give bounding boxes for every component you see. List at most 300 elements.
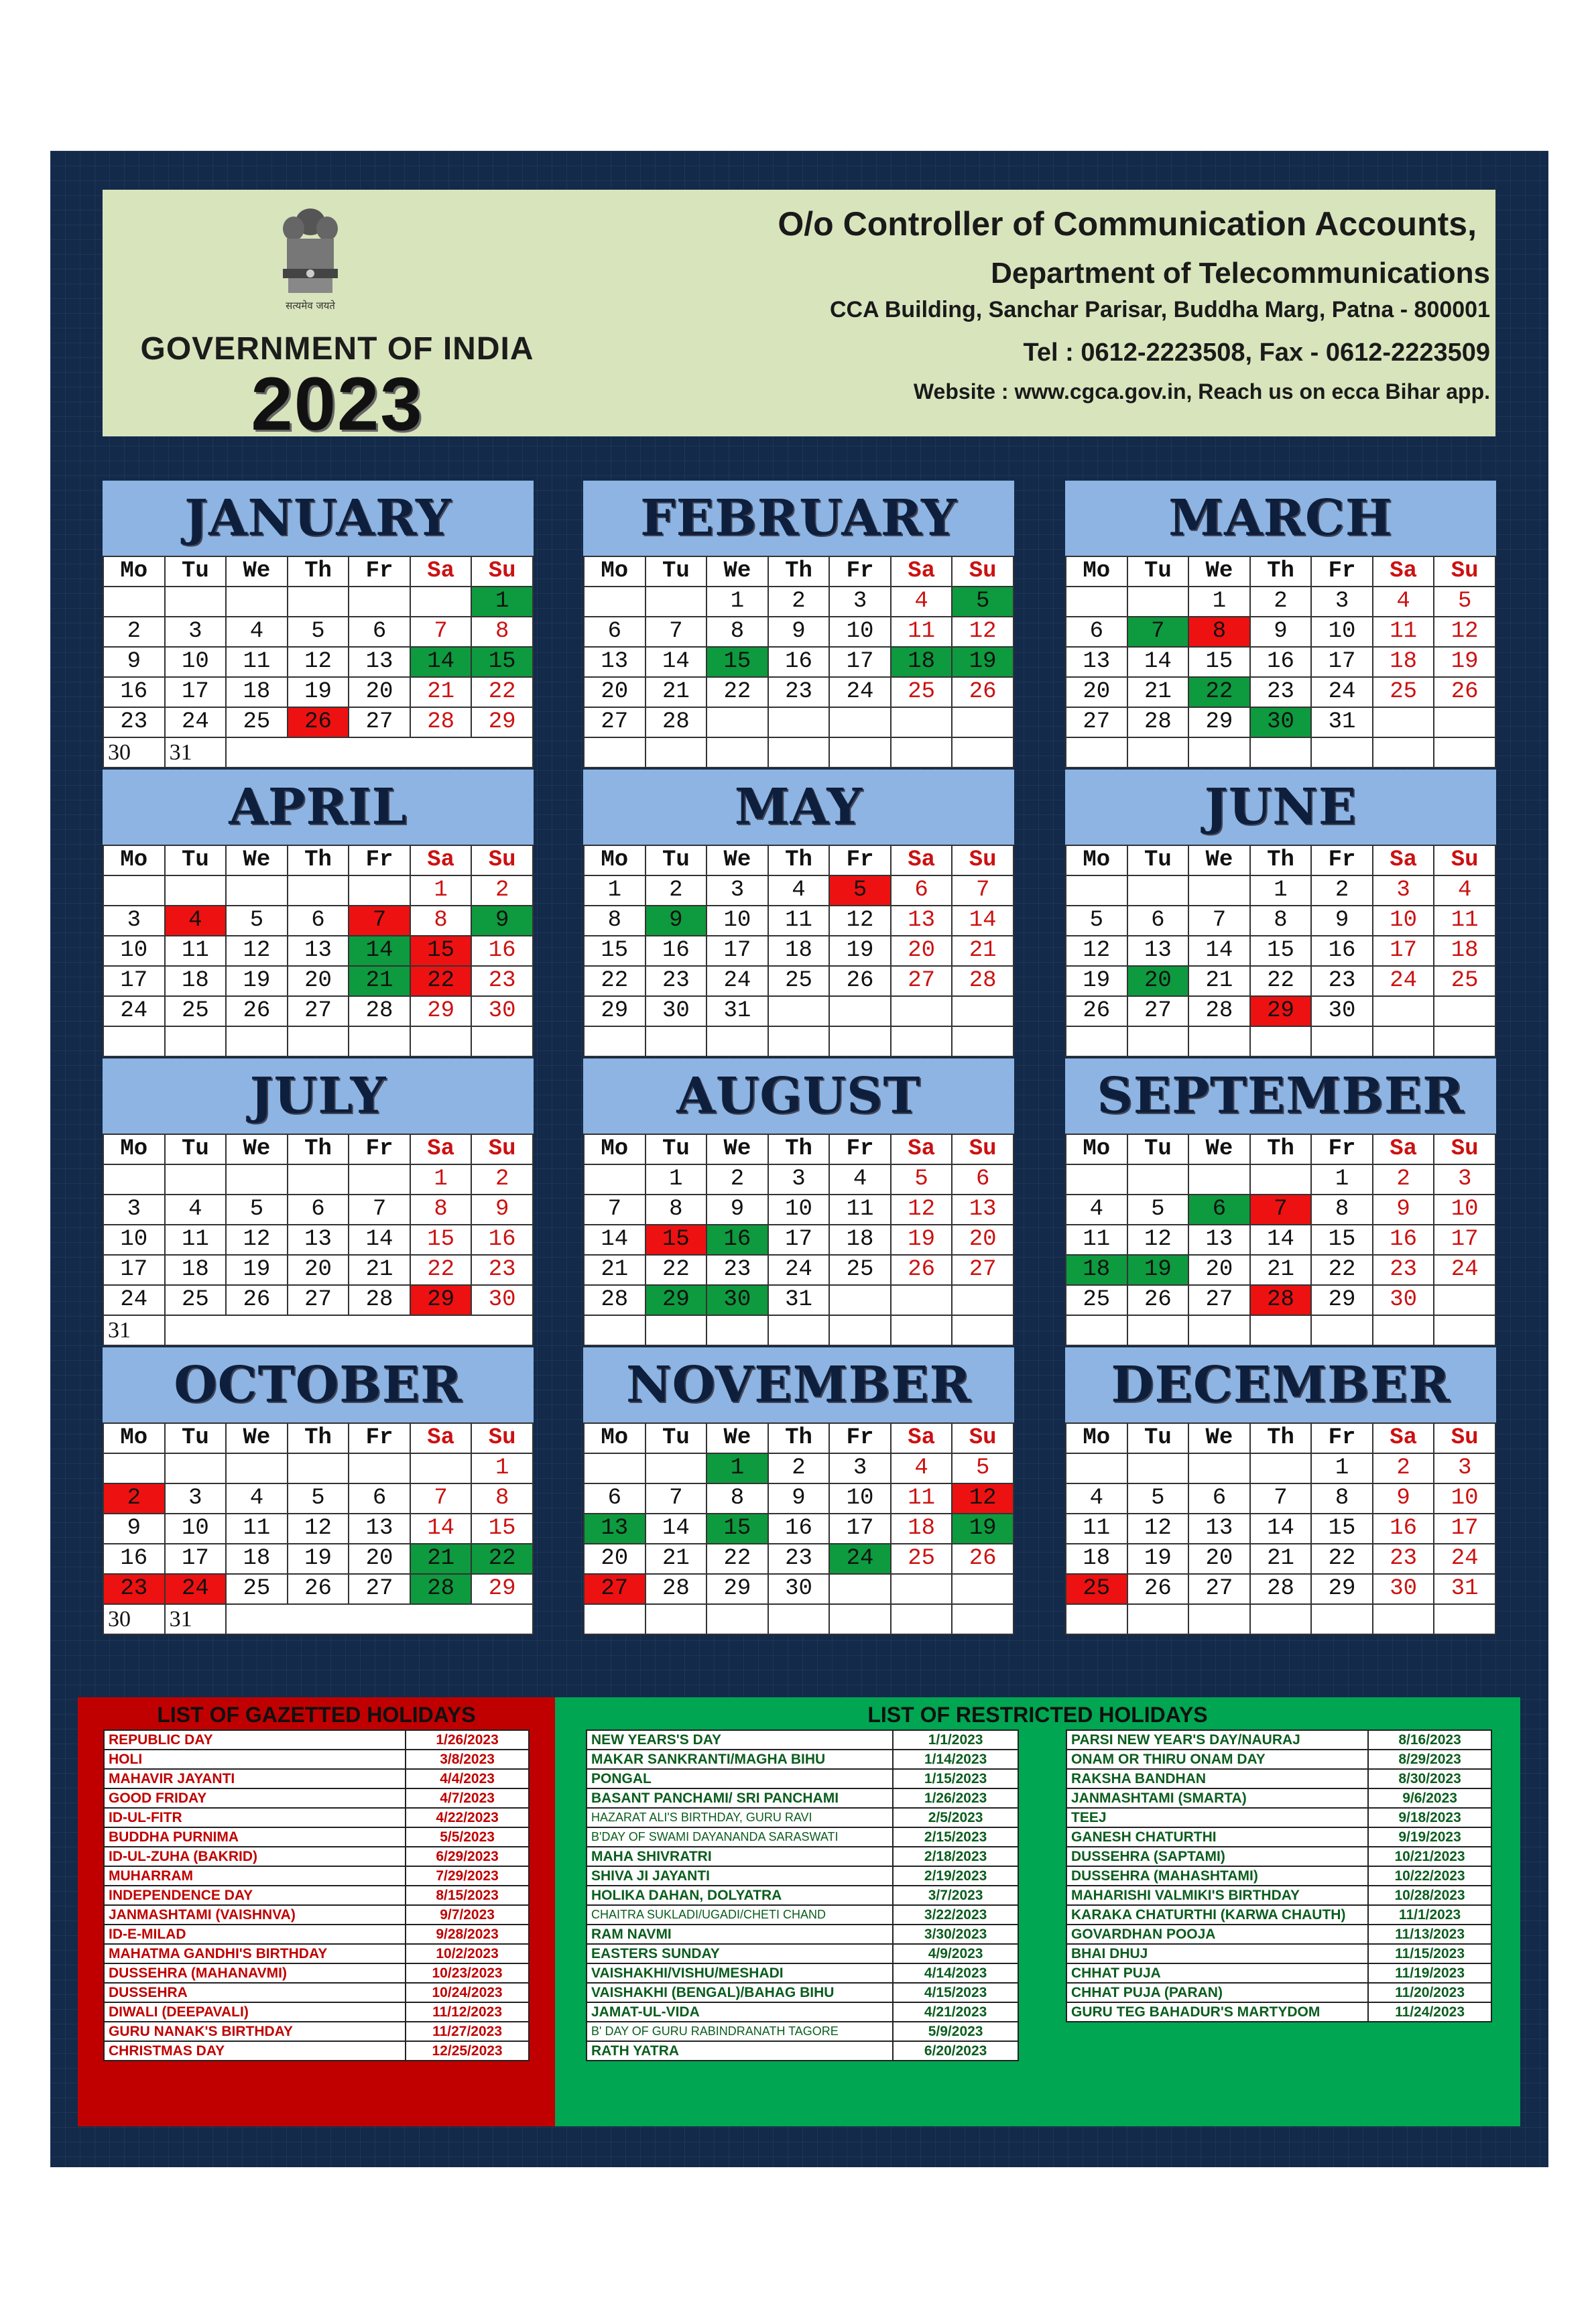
empty-cell xyxy=(829,1026,891,1056)
weekday-header: Su xyxy=(1434,845,1495,875)
empty-cell xyxy=(952,1026,1014,1056)
holiday-date: 9/28/2023 xyxy=(406,1925,529,1944)
day-cell: 4 xyxy=(165,1195,227,1225)
day-cell: 18 xyxy=(226,677,288,707)
weekday-header: Tu xyxy=(165,845,227,875)
day-cell xyxy=(1127,587,1189,617)
day-cell: 23 xyxy=(646,966,707,996)
holiday-row xyxy=(587,2002,1018,2022)
day-cell xyxy=(226,1164,288,1195)
day-cell: 11 xyxy=(1066,1225,1127,1255)
day-cell: 3 xyxy=(1373,875,1434,906)
day-cell: 16 xyxy=(471,1225,533,1255)
day-cell: 8 xyxy=(707,617,768,647)
holiday-date: 9/18/2023 xyxy=(1368,1808,1491,1827)
empty-cell xyxy=(1250,1026,1312,1056)
day-cell: 2 xyxy=(1373,1164,1434,1195)
day-cell: 6 xyxy=(1066,617,1127,647)
day-cell: 30 xyxy=(707,1285,768,1315)
day-cell: 11 xyxy=(1066,1514,1127,1544)
month-january xyxy=(103,481,534,768)
day-cell: 29 xyxy=(410,1285,472,1315)
empty-cell xyxy=(165,1026,227,1056)
day-cell: 6 xyxy=(891,875,953,906)
day-cell: 11 xyxy=(829,1195,891,1225)
month-september xyxy=(1065,1058,1496,1346)
day-cell: 22 xyxy=(584,966,646,996)
holiday-name: DUSSEHRA (MAHANAVMI) xyxy=(104,1963,406,1983)
day-cell: 1 xyxy=(707,1453,768,1483)
holiday-date: 4/14/2023 xyxy=(893,1963,1018,1983)
weekday-header: Fr xyxy=(349,1423,410,1453)
day-cell: 26 xyxy=(288,1574,349,1604)
holiday-date: 11/12/2023 xyxy=(406,2002,529,2022)
day-cell: 19 xyxy=(1434,647,1495,677)
holiday-name: BUDDHA PURNIMA xyxy=(104,1827,406,1847)
day-cell: 10 xyxy=(829,617,891,647)
day-cell: 4 xyxy=(226,617,288,647)
day-cell: 8 xyxy=(584,906,646,936)
weekday-header: Mo xyxy=(584,1423,646,1453)
day-cell: 6 xyxy=(288,906,349,936)
day-cell: 3 xyxy=(707,875,768,906)
day-cell: 18 xyxy=(1373,647,1434,677)
empty-cell xyxy=(891,1315,953,1345)
holiday-row xyxy=(1066,1886,1491,1905)
weekday-header: Tu xyxy=(646,845,707,875)
day-cell: 1 xyxy=(1188,587,1250,617)
day-cell: 21 xyxy=(646,1544,707,1574)
holiday-name: ID-E-MILAD xyxy=(104,1925,406,1944)
day-cell xyxy=(288,587,349,617)
day-cell: 29 xyxy=(646,1285,707,1315)
day-cell xyxy=(349,1453,410,1483)
holiday-name: BHAI DHUJ xyxy=(1066,1944,1368,1963)
weekday-header: Fr xyxy=(1311,1134,1373,1164)
weekday-header: Sa xyxy=(410,556,472,587)
holiday-name: MAHATMA GANDHI'S BIRTHDAY xyxy=(104,1944,406,1963)
day-cell: 17 xyxy=(829,1514,891,1544)
day-cell: 3 xyxy=(829,1453,891,1483)
restricted-holidays-table-left xyxy=(586,1729,1019,2061)
empty-cell xyxy=(1066,1026,1127,1056)
weekday-header: Tu xyxy=(165,1423,227,1453)
day-cell: 22 xyxy=(410,966,472,996)
day-cell: 21 xyxy=(1250,1544,1312,1574)
day-cell: 19 xyxy=(952,647,1014,677)
weekday-header: Sa xyxy=(1373,1423,1434,1453)
holiday-row xyxy=(1066,1866,1491,1886)
day-cell: 18 xyxy=(891,647,953,677)
day-cell: 30 xyxy=(103,1604,165,1634)
empty-cell xyxy=(829,1315,891,1345)
day-cell: 16 xyxy=(103,677,165,707)
day-cell: 10 xyxy=(165,647,227,677)
day-cell: 1 xyxy=(471,587,533,617)
holiday-row xyxy=(1066,2002,1491,2022)
day-cell: 29 xyxy=(1250,996,1312,1026)
holiday-date: 11/13/2023 xyxy=(1368,1925,1491,1944)
weekday-header: Su xyxy=(1434,1423,1495,1453)
holiday-date: 12/25/2023 xyxy=(406,2041,529,2061)
weekday-header: Su xyxy=(471,556,533,587)
day-cell: 30 xyxy=(1373,1285,1434,1315)
holiday-row xyxy=(104,2002,529,2022)
holiday-name: HAZARAT ALI'S BIRTHDAY, GURU RAVI xyxy=(587,1808,893,1827)
day-cell: 26 xyxy=(288,707,349,737)
holiday-date: 6/29/2023 xyxy=(406,1847,529,1866)
day-cell: 24 xyxy=(103,1285,165,1315)
holiday-row xyxy=(104,1730,529,1750)
day-cell: 10 xyxy=(768,1195,830,1225)
day-cell: 20 xyxy=(288,1255,349,1285)
day-cell: 30 xyxy=(768,1574,830,1604)
day-cell: 12 xyxy=(891,1195,953,1225)
day-cell: 27 xyxy=(1188,1285,1250,1315)
day-cell: 13 xyxy=(891,906,953,936)
day-cell: 24 xyxy=(1311,677,1373,707)
month-august xyxy=(583,1058,1014,1346)
day-cell: 10 xyxy=(1311,617,1373,647)
day-cell: 23 xyxy=(103,707,165,737)
holiday-name: RAKSHA BANDHAN xyxy=(1066,1769,1368,1788)
day-cell: 14 xyxy=(1188,936,1250,966)
day-cell: 1 xyxy=(584,875,646,906)
day-cell: 25 xyxy=(1066,1574,1127,1604)
day-cell: 14 xyxy=(410,647,472,677)
day-cell: 7 xyxy=(1250,1195,1312,1225)
empty-cell xyxy=(768,737,830,768)
day-cell: 13 xyxy=(1188,1514,1250,1544)
day-cell: 16 xyxy=(768,1514,830,1544)
day-cell: 14 xyxy=(349,936,410,966)
day-cell: 16 xyxy=(1311,936,1373,966)
day-cell xyxy=(103,587,165,617)
holiday-date: 2/18/2023 xyxy=(893,1847,1018,1866)
day-cell: 26 xyxy=(1127,1285,1189,1315)
day-cell: 17 xyxy=(1434,1225,1495,1255)
holiday-date: 11/24/2023 xyxy=(1368,2002,1491,2022)
day-cell: 31 xyxy=(1434,1574,1495,1604)
empty-cell xyxy=(1188,1026,1250,1056)
day-cell: 10 xyxy=(1434,1483,1495,1514)
day-cell: 31 xyxy=(103,1315,165,1345)
day-cell: 21 xyxy=(646,677,707,707)
holiday-date: 11/1/2023 xyxy=(1368,1905,1491,1925)
empty-cell xyxy=(1188,1315,1250,1345)
weekday-header: Th xyxy=(768,1423,830,1453)
day-cell: 12 xyxy=(952,617,1014,647)
weekday-header: Fr xyxy=(1311,556,1373,587)
empty-cell xyxy=(584,737,646,768)
day-cell: 24 xyxy=(829,677,891,707)
holiday-date: 4/4/2023 xyxy=(406,1769,529,1788)
holiday-row xyxy=(587,1750,1018,1769)
holiday-row xyxy=(104,1750,529,1769)
day-cell: 2 xyxy=(103,1483,165,1514)
day-cell: 12 xyxy=(1434,617,1495,647)
day-cell: 25 xyxy=(1066,1285,1127,1315)
month-name: JULY xyxy=(103,1058,534,1134)
holiday-date: 11/20/2023 xyxy=(1368,1983,1491,2002)
weekday-header: Fr xyxy=(829,1423,891,1453)
holiday-date: 10/21/2023 xyxy=(1368,1847,1491,1866)
empty-cell xyxy=(1250,1315,1312,1345)
month-june xyxy=(1065,770,1496,1057)
day-cell: 30 xyxy=(1373,1574,1434,1604)
day-cell: 15 xyxy=(646,1225,707,1255)
empty-cell xyxy=(1373,737,1434,768)
empty-cell xyxy=(707,1026,768,1056)
day-cell: 13 xyxy=(1066,647,1127,677)
weekday-header: Th xyxy=(768,845,830,875)
day-cell: 17 xyxy=(103,966,165,996)
day-cell: 4 xyxy=(165,906,227,936)
empty-cell xyxy=(1066,1315,1127,1345)
holiday-name: SHIVA JI JAYANTI xyxy=(587,1866,893,1886)
day-cell: 29 xyxy=(1311,1574,1373,1604)
day-cell: 8 xyxy=(1188,617,1250,647)
day-cell xyxy=(952,996,1014,1026)
day-cell: 8 xyxy=(471,617,533,647)
day-cell: 6 xyxy=(584,617,646,647)
day-cell: 9 xyxy=(646,906,707,936)
day-cell: 24 xyxy=(165,707,227,737)
day-cell: 19 xyxy=(952,1514,1014,1544)
day-cell: 16 xyxy=(768,647,830,677)
day-cell: 26 xyxy=(226,1285,288,1315)
day-cell: 11 xyxy=(891,1483,953,1514)
holiday-name: TEEJ xyxy=(1066,1808,1368,1827)
day-cell: 26 xyxy=(226,996,288,1026)
day-cell: 9 xyxy=(471,906,533,936)
weekday-header: Mo xyxy=(1066,1134,1127,1164)
day-cell: 27 xyxy=(288,996,349,1026)
day-cell: 17 xyxy=(165,677,227,707)
holiday-row xyxy=(104,2022,529,2041)
day-cell: 15 xyxy=(471,1514,533,1544)
day-cell: 13 xyxy=(349,1514,410,1544)
day-cell: 29 xyxy=(1188,707,1250,737)
day-cell xyxy=(952,1285,1014,1315)
day-cell: 29 xyxy=(471,707,533,737)
day-cell xyxy=(952,1574,1014,1604)
holiday-name: MAHAVIR JAYANTI xyxy=(104,1769,406,1788)
empty-cell xyxy=(1434,1604,1495,1634)
day-cell: 4 xyxy=(768,875,830,906)
day-cell: 6 xyxy=(349,617,410,647)
holiday-name: ID-UL-ZUHA (BAKRID) xyxy=(104,1847,406,1866)
day-cell: 24 xyxy=(707,966,768,996)
holiday-row xyxy=(587,1983,1018,2002)
day-cell xyxy=(1250,1453,1312,1483)
day-cell: 9 xyxy=(768,1483,830,1514)
holiday-row xyxy=(1066,1730,1491,1750)
weekday-header: Mo xyxy=(584,1134,646,1164)
empty-cell xyxy=(1250,737,1312,768)
day-cell: 26 xyxy=(952,1544,1014,1574)
empty-cell xyxy=(952,1315,1014,1345)
month-name: JANUARY xyxy=(103,481,534,556)
empty-cell xyxy=(1311,1604,1373,1634)
holiday-row xyxy=(587,1769,1018,1788)
weekday-header: Th xyxy=(288,556,349,587)
holiday-name: DUSSEHRA (MAHASHTAMI) xyxy=(1066,1866,1368,1886)
holiday-date: 3/30/2023 xyxy=(893,1925,1018,1944)
month-october xyxy=(103,1347,534,1635)
day-cell: 18 xyxy=(1066,1544,1127,1574)
day-cell: 5 xyxy=(829,875,891,906)
day-cell: 10 xyxy=(165,1514,227,1544)
day-cell: 9 xyxy=(103,1514,165,1544)
holiday-date: 4/21/2023 xyxy=(893,2002,1018,2022)
day-cell xyxy=(829,1285,891,1315)
empty-cell xyxy=(1127,1315,1189,1345)
holiday-name: INDEPENDENCE DAY xyxy=(104,1886,406,1905)
day-cell: 15 xyxy=(410,936,472,966)
day-cell: 5 xyxy=(952,1453,1014,1483)
day-cell: 9 xyxy=(768,617,830,647)
day-cell: 3 xyxy=(829,587,891,617)
month-name: MAY xyxy=(583,770,1014,845)
day-cell: 4 xyxy=(1066,1483,1127,1514)
day-cell: 8 xyxy=(646,1195,707,1225)
day-cell: 25 xyxy=(1434,966,1495,996)
day-cell: 12 xyxy=(288,1514,349,1544)
holiday-date: 4/15/2023 xyxy=(893,1983,1018,2002)
empty-cell xyxy=(103,1026,165,1056)
weekday-header: Su xyxy=(952,1423,1014,1453)
empty-cell xyxy=(707,1315,768,1345)
weekday-header: Mo xyxy=(103,845,165,875)
weekday-header: We xyxy=(1188,845,1250,875)
month-april xyxy=(103,770,534,1057)
holiday-date: 10/23/2023 xyxy=(406,1963,529,1983)
day-cell: 27 xyxy=(584,707,646,737)
day-cell: 11 xyxy=(891,617,953,647)
empty-cell xyxy=(1188,737,1250,768)
weekday-header: Tu xyxy=(1127,1134,1189,1164)
holiday-name: GANESH CHATURTHI xyxy=(1066,1827,1368,1847)
day-cell: 14 xyxy=(410,1514,472,1544)
day-cell: 25 xyxy=(829,1255,891,1285)
day-cell: 5 xyxy=(1127,1483,1189,1514)
day-cell: 10 xyxy=(103,936,165,966)
day-cell: 23 xyxy=(1250,677,1312,707)
weekday-header: Su xyxy=(952,556,1014,587)
day-cell: 4 xyxy=(891,587,953,617)
holiday-name: JAMAT-UL-VIDA xyxy=(587,2002,893,2022)
empty-cell xyxy=(1066,1604,1127,1634)
day-cell: 20 xyxy=(891,936,953,966)
day-cell: 12 xyxy=(226,1225,288,1255)
weekday-header: We xyxy=(226,556,288,587)
holiday-name: GOOD FRIDAY xyxy=(104,1788,406,1808)
weekday-header: Sa xyxy=(891,1134,953,1164)
day-cell: 20 xyxy=(584,677,646,707)
day-cell: 2 xyxy=(1311,875,1373,906)
day-cell: 22 xyxy=(1311,1255,1373,1285)
holiday-name: B'DAY OF SWAMI DAYANANDA SARASWATI xyxy=(587,1827,893,1847)
day-cell: 25 xyxy=(891,677,953,707)
day-cell: 22 xyxy=(707,677,768,707)
day-cell: 30 xyxy=(1250,707,1312,737)
day-cell: 18 xyxy=(829,1225,891,1255)
weekday-header: Sa xyxy=(1373,1134,1434,1164)
weekday-header: Tu xyxy=(1127,845,1189,875)
day-cell: 19 xyxy=(226,1255,288,1285)
weekday-header: Th xyxy=(288,1134,349,1164)
day-cell: 6 xyxy=(1127,906,1189,936)
weekday-header: We xyxy=(707,556,768,587)
weekday-header: Sa xyxy=(891,845,953,875)
holiday-date: 11/27/2023 xyxy=(406,2022,529,2041)
weekday-header: Tu xyxy=(1127,556,1189,587)
holiday-row xyxy=(104,1944,529,1963)
month-name: SEPTEMBER xyxy=(1065,1058,1496,1134)
day-cell: 27 xyxy=(1188,1574,1250,1604)
day-cell: 26 xyxy=(829,966,891,996)
day-cell: 5 xyxy=(952,587,1014,617)
holiday-date: 9/7/2023 xyxy=(406,1905,529,1925)
day-cell: 3 xyxy=(1311,587,1373,617)
day-cell: 7 xyxy=(1127,617,1189,647)
day-cell xyxy=(226,587,288,617)
day-cell: 12 xyxy=(952,1483,1014,1514)
weekday-header: Mo xyxy=(584,556,646,587)
weekday-header: Sa xyxy=(410,1134,472,1164)
day-cell: 25 xyxy=(768,966,830,996)
day-cell: 16 xyxy=(471,936,533,966)
day-cell: 15 xyxy=(1311,1514,1373,1544)
holiday-row xyxy=(587,1886,1018,1905)
restricted-holidays-panel xyxy=(555,1697,1520,2126)
holiday-date: 4/9/2023 xyxy=(893,1944,1018,1963)
day-cell: 14 xyxy=(646,647,707,677)
holiday-row xyxy=(104,1983,529,2002)
day-cell: 12 xyxy=(1066,936,1127,966)
day-cell: 2 xyxy=(707,1164,768,1195)
holiday-row xyxy=(587,1905,1018,1925)
day-cell xyxy=(349,587,410,617)
day-cell: 28 xyxy=(349,996,410,1026)
day-cell: 11 xyxy=(226,1514,288,1544)
day-cell: 1 xyxy=(410,1164,472,1195)
day-cell xyxy=(952,707,1014,737)
day-cell: 29 xyxy=(707,1574,768,1604)
day-cell: 14 xyxy=(584,1225,646,1255)
day-cell xyxy=(410,1453,472,1483)
day-cell xyxy=(768,707,830,737)
day-cell xyxy=(1188,875,1250,906)
day-cell xyxy=(1373,707,1434,737)
day-cell: 2 xyxy=(768,1453,830,1483)
empty-cell xyxy=(952,1604,1014,1634)
weekday-header: Tu xyxy=(165,1134,227,1164)
day-cell: 30 xyxy=(646,996,707,1026)
day-cell: 17 xyxy=(1311,647,1373,677)
holiday-row xyxy=(104,1866,529,1886)
day-cell: 15 xyxy=(471,647,533,677)
empty-cell xyxy=(1311,737,1373,768)
day-cell: 3 xyxy=(768,1164,830,1195)
holiday-date: 1/26/2023 xyxy=(406,1730,529,1750)
day-cell: 2 xyxy=(1373,1453,1434,1483)
holiday-name: MUHARRAM xyxy=(104,1866,406,1886)
day-cell xyxy=(103,1164,165,1195)
day-cell: 4 xyxy=(1434,875,1495,906)
day-cell xyxy=(829,1574,891,1604)
